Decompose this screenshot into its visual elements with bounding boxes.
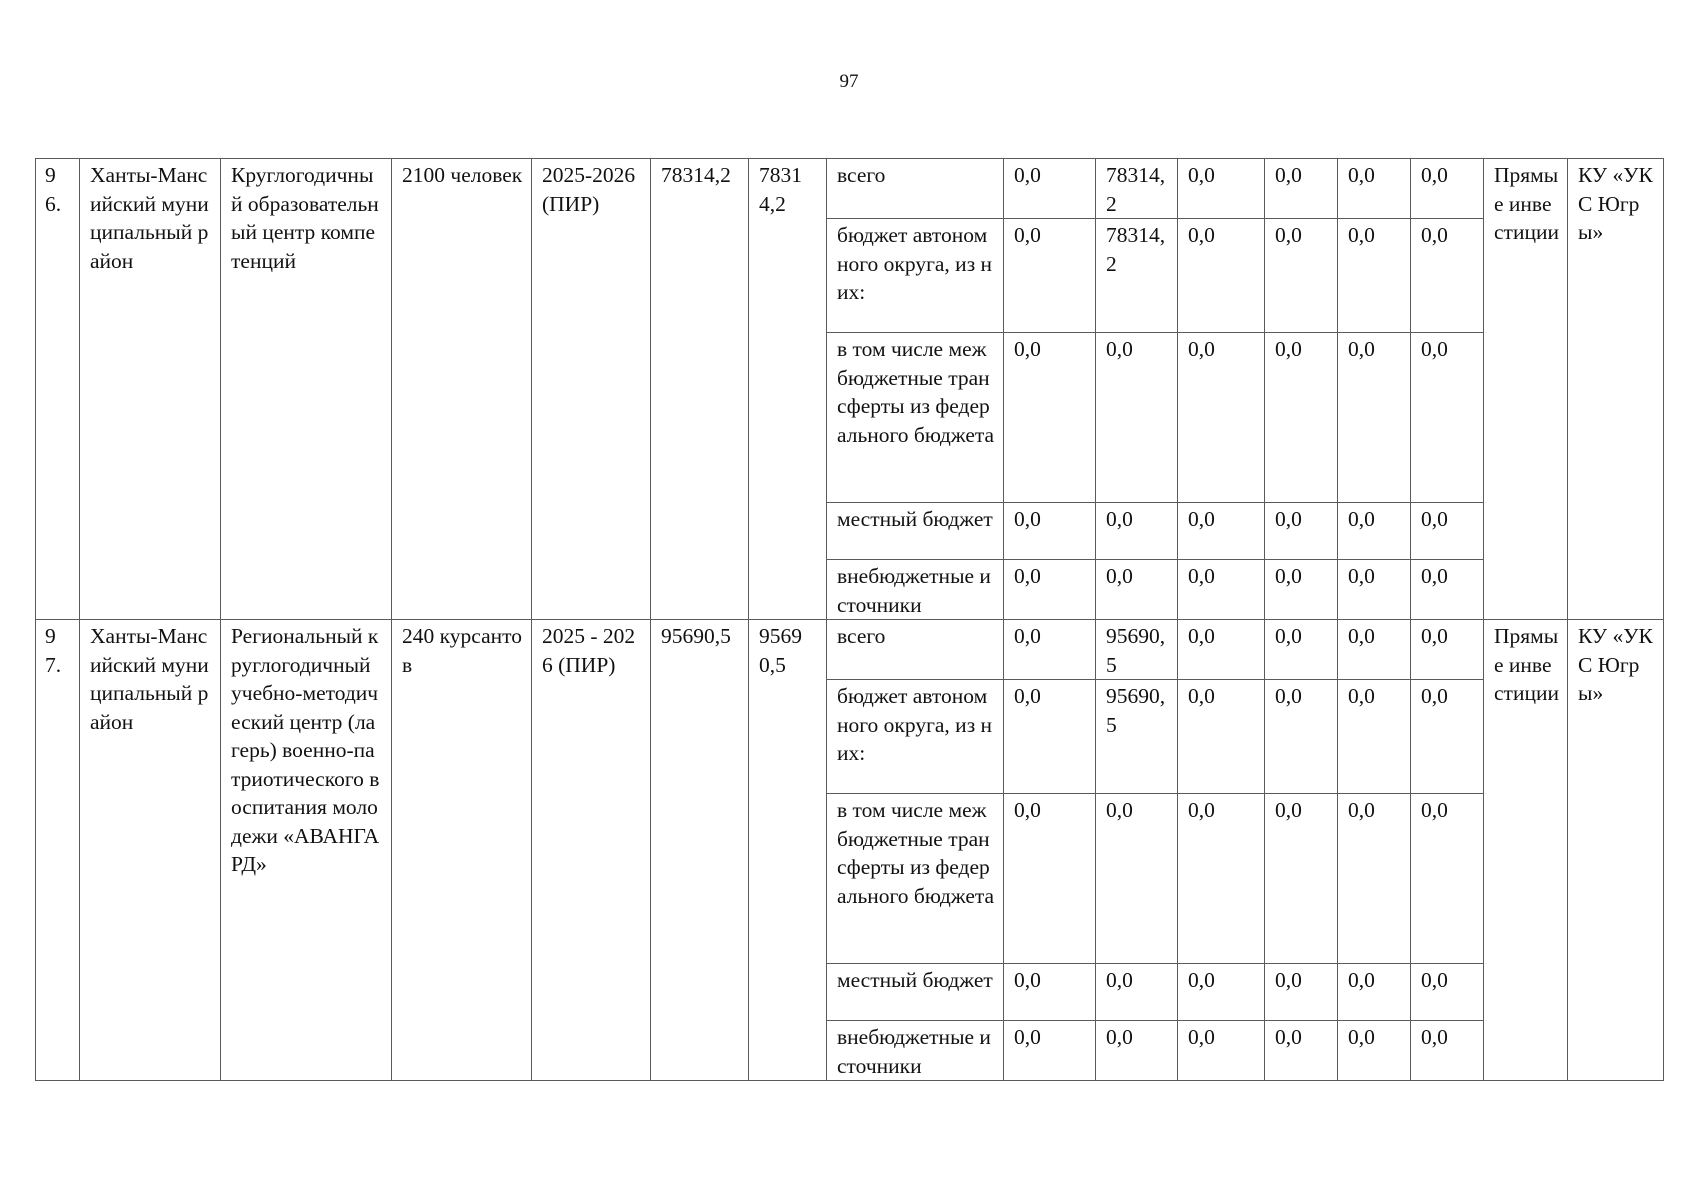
value-cell: 78314,2 — [1096, 159, 1178, 219]
value-cell: 0,0 — [1411, 1021, 1484, 1081]
value-cell: 95690,5 — [1096, 620, 1178, 680]
value-cell: 0,0 — [1411, 680, 1484, 794]
value-cell: 0,0 — [1004, 219, 1096, 333]
value-cell: 0,0 — [1411, 503, 1484, 560]
value-cell: 78314,2 — [1096, 219, 1178, 333]
value-cell: 0,0 — [1004, 620, 1096, 680]
value-cell: 0,0 — [1265, 620, 1338, 680]
table-row — [36, 620, 1664, 680]
investment-objects-table — [35, 158, 1664, 1081]
municipality-cell: Ханты-Мансийский муниципальный район — [80, 159, 221, 620]
value-cell: 0,0 — [1265, 964, 1338, 1021]
value-cell: 0,0 — [1178, 503, 1265, 560]
funding-source-cell: бюджет автономного округа, из них: — [827, 219, 1004, 333]
value-cell: 0,0 — [1411, 219, 1484, 333]
value-cell: 0,0 — [1178, 620, 1265, 680]
value-cell: 0,0 — [1265, 680, 1338, 794]
row-number: 96. — [36, 159, 80, 620]
value-cell: 0,0 — [1178, 159, 1265, 219]
funding-source-cell: внебюджетные источники — [827, 1021, 1004, 1081]
capacity-cell: 2100 человек — [392, 159, 532, 620]
funding-source-cell: внебюджетные источники — [827, 560, 1004, 620]
value-cell: 0,0 — [1004, 680, 1096, 794]
period-cell: 2025-2026 (ПИР) — [532, 159, 651, 620]
value-cell: 0,0 — [1178, 333, 1265, 503]
value-cell: 0,0 — [1338, 560, 1411, 620]
value-cell: 0,0 — [1265, 560, 1338, 620]
value-cell: 0,0 — [1265, 159, 1338, 219]
funding-source-cell: местный бюджет — [827, 503, 1004, 560]
value-cell: 0,0 — [1096, 794, 1178, 964]
capacity-cell: 240 курсантов — [392, 620, 532, 1081]
value-cell: 0,0 — [1411, 620, 1484, 680]
mechanism-cell: Прямые инвестиции — [1484, 159, 1568, 620]
object-name-cell: Круглогодичный образовательный центр компетенций — [221, 159, 392, 620]
value-cell: 0,0 — [1096, 964, 1178, 1021]
row-number: 97. — [36, 620, 80, 1081]
value-cell: 0,0 — [1265, 794, 1338, 964]
value-cell: 0,0 — [1265, 1021, 1338, 1081]
funding-source-cell: бюджет автономного округа, из них: — [827, 680, 1004, 794]
value-cell: 0,0 — [1178, 680, 1265, 794]
value-cell: 0,0 — [1096, 333, 1178, 503]
value-cell: 0,0 — [1265, 503, 1338, 560]
value-cell: 0,0 — [1178, 1021, 1265, 1081]
cost-remaining-cell: 95690,5 — [749, 620, 827, 1081]
value-cell: 0,0 — [1411, 794, 1484, 964]
value-cell: 0,0 — [1338, 680, 1411, 794]
value-cell: 0,0 — [1004, 964, 1096, 1021]
value-cell: 0,0 — [1096, 560, 1178, 620]
value-cell: 0,0 — [1338, 620, 1411, 680]
value-cell: 0,0 — [1004, 794, 1096, 964]
value-cell: 0,0 — [1096, 1021, 1178, 1081]
cost-total-cell: 78314,2 — [651, 159, 749, 620]
mechanism-cell: Прямые инвестиции — [1484, 620, 1568, 1081]
funding-source-cell: в том числе межбюджетные трансферты из федерального бюджета — [827, 794, 1004, 964]
value-cell: 95690,5 — [1096, 680, 1178, 794]
value-cell: 0,0 — [1411, 964, 1484, 1021]
value-cell: 0,0 — [1411, 333, 1484, 503]
value-cell: 0,0 — [1338, 219, 1411, 333]
funding-source-cell: в том числе межбюджетные трансферты из федерального бюджета — [827, 333, 1004, 503]
value-cell: 0,0 — [1178, 560, 1265, 620]
value-cell: 0,0 — [1338, 159, 1411, 219]
value-cell: 0,0 — [1338, 794, 1411, 964]
value-cell: 0,0 — [1338, 333, 1411, 503]
funding-source-cell: всего — [827, 159, 1004, 219]
value-cell: 0,0 — [1178, 219, 1265, 333]
value-cell: 0,0 — [1338, 503, 1411, 560]
cost-total-cell: 95690,5 — [651, 620, 749, 1081]
municipality-cell: Ханты-Мансийский муниципальный район — [80, 620, 221, 1081]
value-cell: 0,0 — [1265, 219, 1338, 333]
funding-source-cell: всего — [827, 620, 1004, 680]
period-cell: 2025 - 2026 (ПИР) — [532, 620, 651, 1081]
value-cell: 0,0 — [1004, 333, 1096, 503]
customer-cell: КУ «УКС Югры» — [1568, 159, 1664, 620]
funding-source-cell: местный бюджет — [827, 964, 1004, 1021]
table-row — [36, 159, 1664, 219]
value-cell: 0,0 — [1338, 1021, 1411, 1081]
value-cell: 0,0 — [1265, 333, 1338, 503]
value-cell: 0,0 — [1004, 159, 1096, 219]
value-cell: 0,0 — [1338, 964, 1411, 1021]
value-cell: 0,0 — [1411, 560, 1484, 620]
customer-cell: КУ «УКС Югры» — [1568, 620, 1664, 1081]
page-number: 97 — [839, 71, 859, 92]
value-cell: 0,0 — [1004, 1021, 1096, 1081]
value-cell: 0,0 — [1411, 159, 1484, 219]
cost-remaining-cell: 78314,2 — [749, 159, 827, 620]
value-cell: 0,0 — [1178, 794, 1265, 964]
value-cell: 0,0 — [1096, 503, 1178, 560]
object-name-cell: Региональный круглогодичный учебно-методический центр (лагерь) военно-патриотического воспитания молодежи «АВАНГАРД» — [221, 620, 392, 1081]
value-cell: 0,0 — [1178, 964, 1265, 1021]
value-cell: 0,0 — [1004, 560, 1096, 620]
value-cell: 0,0 — [1004, 503, 1096, 560]
